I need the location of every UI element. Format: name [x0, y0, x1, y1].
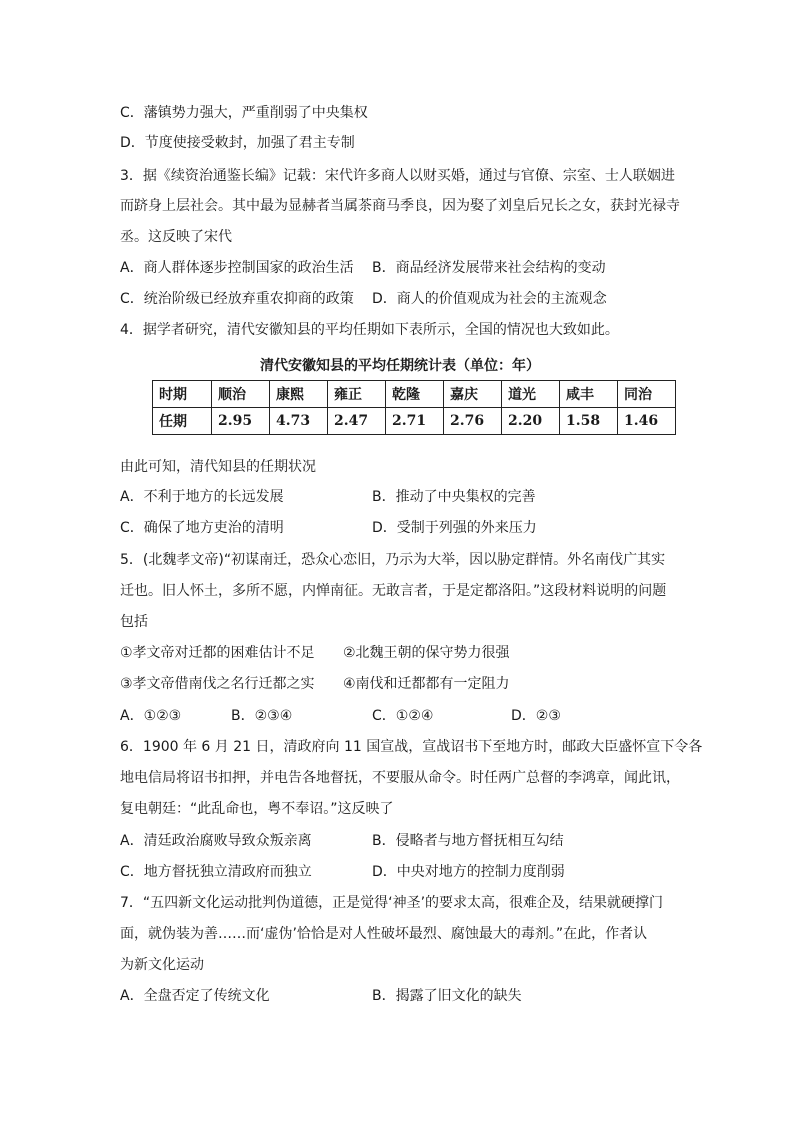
q7-stem-line1: 7．“五四新文化运动批判伪道德，正是觉得‘神圣’的要求太高，很难企及，结果就硬撑门 — [120, 895, 664, 911]
term-statistics-table — [152, 380, 676, 435]
period-cell: 康熙 — [270, 381, 328, 408]
q6-option-a: A．清廷政治腐败导致众叛亲离 — [120, 833, 312, 849]
period-cell: 咸丰 — [560, 381, 618, 408]
q6-stem-line2: 地电信局将诏书扣押，并电告各地督抚，不要服从命令。时任两广总督的李鸿章，闻此讯， — [120, 770, 680, 786]
row-header-period: 时期 — [153, 381, 212, 408]
q7-stem-line3: 为新文化运动 — [120, 957, 204, 973]
q2-option-c: C．藩镇势力强大，严重削弱了中央集权 — [120, 105, 368, 121]
q5-option-d: D．②③ — [511, 708, 561, 724]
period-cell: 同治 — [618, 381, 676, 408]
q4-option-d: D．受制于列强的外来压力 — [372, 520, 537, 536]
table-row-terms — [153, 408, 676, 435]
term-cell: 4.73 — [270, 408, 328, 435]
q7-stem-line2: 面，就伪装为善……而‘虚伪’恰恰是对人性破坏最烈、腐蚀最大的毒剂。”在此，作者认 — [120, 926, 648, 942]
q5-statement-2: ②北魏王朝的保守势力很强 — [343, 645, 510, 661]
row-header-term: 任期 — [153, 408, 212, 435]
q5-option-b: B．②③④ — [231, 708, 293, 724]
q5-statement-1: ①孝文帝对迁都的困难估计不足 — [120, 645, 315, 661]
period-cell: 雍正 — [328, 381, 386, 408]
q6-option-d: D．中央对地方的控制力度削弱 — [372, 864, 565, 880]
q6-stem-line1: 6．1900 年 6 月 21 日，清政府向 11 国宣战，宣战诏书下至地方时，邮政大臣盛怀宣下令各 — [120, 739, 703, 755]
table-row-periods — [153, 381, 676, 408]
q5-option-a: A．①②③ — [120, 708, 182, 724]
q5-stem-line3: 包括 — [120, 614, 148, 630]
period-cell: 乾隆 — [386, 381, 444, 408]
q2-option-d: D．节度使接受敕封，加强了君主专制 — [120, 135, 355, 151]
q3-stem-line3: 丞。这反映了宋代 — [120, 229, 232, 245]
q7-option-a: A．全盘否定了传统文化 — [120, 988, 270, 1004]
q6-stem-line3: 复电朝廷：“此乱命也，粤不奉诏。”这反映了 — [120, 801, 394, 817]
q3-option-a: A．商人群体逐步控制国家的政治生活 — [120, 260, 354, 276]
q6-option-b: B．侵略者与地方督抚相互勾结 — [372, 833, 564, 849]
q3-stem-line2: 而跻身上层社会。其中最为显赫者当属茶商马季良，因为娶了刘皇后兄长之女，获封光禄寺 — [120, 198, 680, 214]
q3-option-d: D．商人的价值观成为社会的主流观念 — [372, 291, 607, 307]
period-cell: 顺治 — [212, 381, 270, 408]
term-cell: 2.95 — [212, 408, 270, 435]
period-cell: 嘉庆 — [444, 381, 502, 408]
q3-option-c: C．统治阶级已经放弃重农抑商的政策 — [120, 291, 354, 307]
term-cell: 1.46 — [618, 408, 676, 435]
q5-stem-line1: 5．(北魏孝文帝)“初谋南迁，恐众心恋旧，乃示为大举，因以胁定群情。外名南伐广其实 — [120, 552, 666, 568]
term-cell: 2.76 — [444, 408, 502, 435]
q4-option-c: C．确保了地方吏治的清明 — [120, 520, 284, 536]
q4-option-b: B．推动了中央集权的完善 — [372, 489, 536, 505]
q5-stem-line2: 迁也。旧人怀土，多所不愿，内惮南征。无敢言者，于是定都洛阳。”这段材料说明的问题 — [120, 583, 667, 599]
q5-option-c: C．①②④ — [372, 708, 434, 724]
term-cell: 2.71 — [386, 408, 444, 435]
q5-statement-4: ④南伐和迁都都有一定阻力 — [343, 676, 510, 692]
q5-statement-3: ③孝文帝借南伐之名行迁都之实 — [120, 676, 315, 692]
term-cell: 1.58 — [560, 408, 618, 435]
term-cell: 2.20 — [502, 408, 560, 435]
q4-stem: 4．据学者研究，清代安徽知县的平均任期如下表所示，全国的情况也大致如此。 — [120, 322, 619, 338]
q3-option-b: B．商品经济发展带来社会结构的变动 — [372, 260, 606, 276]
term-cell: 2.47 — [328, 408, 386, 435]
q7-option-b: B．揭露了旧文化的缺失 — [372, 988, 522, 1004]
q6-option-c: C．地方督抚独立清政府而独立 — [120, 864, 312, 880]
period-cell: 道光 — [502, 381, 560, 408]
q4-question: 由此可知，清代知县的任期状况 — [120, 459, 316, 475]
q3-stem-line1: 3．据《续资治通鉴长编》记载：宋代许多商人以财买婚，通过与官僚、宗室、士人联姻进 — [120, 168, 675, 184]
table-title: 清代安徽知县的平均任期统计表（单位：年） — [260, 358, 540, 374]
q4-option-a: A．不利于地方的长远发展 — [120, 489, 284, 505]
